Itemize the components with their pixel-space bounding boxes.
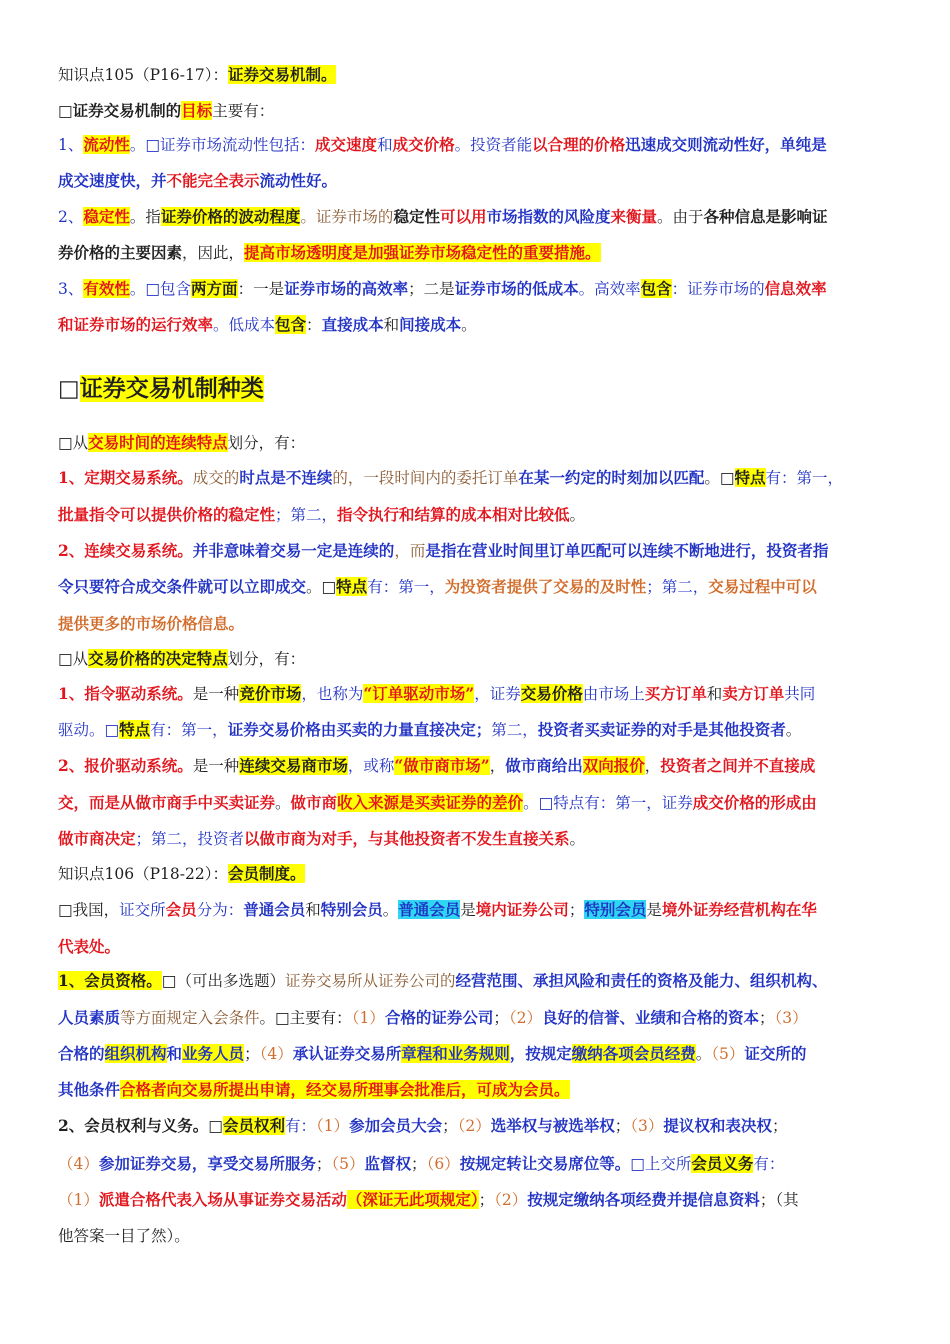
text-run: 。□: [704, 469, 735, 487]
text-line: [58, 719, 894, 741]
text-run: 主要有：: [212, 102, 275, 120]
text-run: 他答案一目了然）。: [58, 1227, 190, 1245]
highlighted-text: 证券交易机制种类: [79, 375, 264, 402]
text-run: 的，一段时间内的委托订单: [332, 469, 519, 487]
text-run: 2、报价驱动系统。: [58, 756, 193, 775]
text-run: 做市商给出: [505, 756, 583, 775]
text-run: 稳定性: [393, 207, 440, 226]
text-line: [58, 64, 894, 86]
highlighted-text: “订单驱动市场”: [363, 684, 475, 703]
highlighted-text: 特别会员: [584, 900, 647, 919]
highlighted-text: 连续交易商市场: [239, 756, 348, 775]
text-run: 参加证券交易，享受交易所服务: [98, 1154, 316, 1173]
text-run: 证券交易价格由买卖的力量直接决定；: [227, 720, 492, 739]
text-line: [58, 504, 894, 526]
highlighted-text: 交易价格的决定特点: [88, 649, 228, 668]
text-run: （其: [775, 1191, 799, 1209]
text-line: [58, 1007, 894, 1029]
text-run: 由市场上: [582, 685, 645, 703]
text-run: ；: [315, 1155, 332, 1173]
highlighted-text: “做市商市场”: [394, 756, 490, 775]
text-run: 1、定期交易系统。: [58, 468, 193, 487]
text-line: [58, 576, 894, 598]
text-run: □（可出多选题）: [161, 972, 285, 990]
text-line: [58, 170, 894, 192]
text-run: 和: [706, 685, 723, 703]
text-run: 良好的信誉、业绩和合格的资本: [541, 1008, 759, 1027]
text-run: ；: [244, 1045, 260, 1063]
text-run: 成交价格: [392, 135, 455, 154]
text-run: 交，而是从做市商手中买卖证券: [58, 793, 276, 812]
text-run: 证券市场的高效率: [284, 279, 409, 298]
text-run: （1）: [58, 1191, 99, 1209]
text-line: [58, 242, 894, 264]
text-run: （2）: [457, 1117, 491, 1135]
text-run: 会员: [165, 900, 197, 919]
text-run: 和: [305, 901, 321, 919]
highlighted-text: 有效性: [83, 279, 130, 298]
text-run: 提议权和表决权: [663, 1116, 772, 1135]
text-line: [58, 1115, 894, 1137]
text-run: ，或称: [347, 757, 395, 775]
text-run: 。□包含: [129, 280, 192, 298]
text-run: 买方订单: [644, 684, 707, 703]
text-line: [58, 100, 894, 122]
text-run: 做市商: [290, 793, 338, 812]
text-run: （4）: [259, 1045, 293, 1063]
text-run: 承认证券交易所: [292, 1044, 402, 1063]
text-run: □: [208, 1117, 223, 1135]
highlighted-text: 会员制度。: [227, 864, 306, 883]
text-run: （1）: [351, 1009, 385, 1027]
text-run: 合格的: [58, 1044, 105, 1063]
text-run: 。指: [129, 208, 161, 226]
text-run: 证券市场的低成本: [454, 279, 579, 298]
text-run: 3、: [58, 280, 84, 298]
text-line: [58, 792, 894, 814]
highlighted-text: 包含: [640, 279, 672, 298]
text-run: 是一种: [192, 685, 240, 703]
text-run: 选举权与被选举权: [490, 1116, 615, 1135]
text-run: 合格的证券公司: [384, 1008, 494, 1027]
text-run: 是: [646, 901, 662, 919]
text-run: 提供更多的市场价格信息。: [58, 614, 245, 633]
text-run: ，因此，: [182, 244, 245, 262]
text-line: [58, 970, 894, 992]
text-run: 成交的: [192, 469, 240, 487]
text-run: ：证券市场的: [671, 280, 765, 298]
text-run: （1）: [315, 1117, 350, 1135]
text-run: 特别会员: [320, 900, 383, 919]
text-run: ；: [614, 1117, 631, 1135]
text-run: （4）: [58, 1155, 99, 1173]
highlighted-text: 会员义务: [691, 1154, 754, 1173]
highlighted-text: 1、会员资格。: [58, 971, 162, 990]
text-run: 知识点106（P18-22）：: [58, 865, 228, 883]
text-run: 1、指令驱动系统。: [58, 684, 193, 703]
text-line: [58, 936, 894, 958]
text-run: 信息效率: [764, 279, 827, 298]
text-line: [58, 540, 894, 562]
text-line: [58, 613, 894, 635]
text-run: 是: [460, 901, 476, 919]
text-run: 并非意味着交易一定是连续的: [192, 541, 395, 560]
highlighted-text: 流动性: [83, 135, 130, 154]
text-run: 不能完全表示: [166, 171, 260, 190]
highlighted-text: 合格者向交易所提出申请，经交易所理事会批准后，可成为会员。: [120, 1080, 570, 1099]
text-run: 有：第一，: [367, 578, 445, 596]
highlighted-text: 交易时间的连续特点: [88, 433, 228, 452]
text-run: （5）: [331, 1155, 365, 1173]
text-run: 。: [785, 721, 802, 739]
text-run: （2）: [508, 1009, 542, 1027]
text-run: 。□: [306, 578, 337, 596]
text-run: 划分，有：: [227, 650, 306, 668]
text-run: 其他条件: [58, 1080, 121, 1099]
text-run: （3）: [774, 1009, 808, 1027]
text-run: 。: [382, 901, 399, 919]
text-run: ；: [771, 1117, 788, 1135]
text-run: 券价格的主要因素: [58, 243, 183, 262]
text-line: [58, 683, 894, 705]
text-line: [58, 863, 894, 885]
text-run: 分为：: [196, 901, 244, 919]
text-run: 。□证券市场流动性包括：: [129, 136, 316, 154]
text-run: ；: [759, 1191, 776, 1209]
text-run: 2、: [58, 208, 84, 226]
text-line: [58, 278, 894, 300]
text-run: 。□主要有：: [259, 1009, 352, 1027]
text-line: [58, 206, 894, 228]
text-run: 和: [166, 1044, 183, 1063]
text-run: ，: [489, 757, 506, 775]
text-run: ；第二，投资者: [135, 830, 245, 848]
text-run: 驱动。□: [58, 721, 120, 739]
highlighted-text: 会员权利: [222, 1116, 285, 1135]
text-run: 成交速度快，并: [58, 171, 167, 190]
highlighted-text: 特点: [336, 577, 368, 596]
text-run: 2、连续交易系统。: [58, 541, 193, 560]
text-run: 证券交易所从证券公司的: [284, 972, 456, 990]
text-run: ；二是: [408, 280, 455, 298]
text-line: [58, 314, 894, 336]
text-run: ，证券: [474, 685, 521, 703]
text-run: 做市商决定: [58, 829, 136, 848]
text-run: 成交速度: [315, 135, 378, 154]
highlighted-text: 提高市场透明度是加强证券市场稳定性的重要措施。: [244, 243, 601, 262]
text-run: ；: [493, 1009, 509, 1027]
text-run: 。由于: [657, 208, 704, 226]
text-run: 第二，: [491, 721, 538, 739]
text-run: 证交所的: [744, 1044, 807, 1063]
highlighted-text: 双向报价: [582, 756, 645, 775]
highlighted-text: 收入来源是买卖证券的差价: [337, 793, 524, 812]
text-run: 和: [377, 136, 393, 154]
highlighted-text: 竞价市场: [239, 684, 302, 703]
text-run: 投资者之间并不直接成: [660, 756, 816, 775]
text-run: □我国，: [58, 901, 120, 919]
text-run: □从: [58, 434, 89, 452]
text-run: 在某一约定的时刻加以匹配: [518, 468, 705, 487]
text-run: 和: [383, 316, 400, 334]
text-line: [58, 467, 894, 489]
text-run: （6）: [426, 1155, 460, 1173]
highlighted-text: 目标: [181, 101, 213, 120]
highlighted-text: 普通会员: [398, 900, 461, 919]
text-run: ；第二，: [275, 506, 338, 524]
text-run: 有：第一，: [150, 721, 228, 739]
text-run: 证券交易机制的: [72, 101, 182, 120]
highlighted-text: 两方面: [191, 279, 238, 298]
text-run: 境外证券经营机构在华: [661, 900, 817, 919]
text-line: [58, 1225, 894, 1247]
highlighted-text: 业务人员: [182, 1044, 245, 1063]
text-run: 。低成本: [213, 316, 276, 334]
text-line: [58, 1079, 894, 1101]
text-run: ，也称为: [301, 685, 364, 703]
text-run: 。高效率: [578, 280, 641, 298]
text-run: ；第二，: [646, 578, 709, 596]
text-run: 投资者买卖证券的对手是其他投资者: [537, 720, 786, 739]
text-run: 直接成本: [321, 315, 384, 334]
text-run: 1、: [58, 136, 84, 154]
text-run: 是指在营业时间里订单匹配可以连续不断地进行，投资者指: [425, 541, 829, 560]
text-line: [58, 755, 894, 777]
text-run: 等方面规定入会条件: [120, 1009, 260, 1027]
text-run: 有：: [284, 1117, 316, 1135]
text-line: [58, 828, 894, 850]
text-run: 指令执行和结算的成本相对比较低: [337, 505, 570, 524]
text-run: 各种信息是影响证: [703, 207, 828, 226]
text-run: 知识点105（P16-17）：: [58, 66, 228, 84]
text-run: 可以用: [439, 207, 487, 226]
text-run: 令只要符合成交条件就可以立即成交: [58, 577, 307, 596]
text-run: 。□特点有：第一，证券: [523, 794, 693, 812]
text-run: 。投资者能: [454, 136, 533, 154]
highlighted-text: 交易价格: [520, 684, 583, 703]
highlighted-text: 特点: [734, 468, 766, 487]
text-run: 。证券市场的: [300, 208, 394, 226]
text-line: [58, 1153, 894, 1175]
text-run: 批量指令可以提供价格的稳定性: [58, 505, 276, 524]
text-run: （5）: [711, 1045, 745, 1063]
text-line: [58, 899, 894, 921]
text-run: 间接成本: [399, 315, 462, 334]
text-line: [58, 1189, 894, 1211]
highlighted-text: 特点: [119, 720, 151, 739]
highlighted-text: 证券交易机制。: [227, 65, 337, 84]
text-run: 为投资者提供了交易的及时性: [444, 577, 647, 596]
text-run: □从: [58, 650, 89, 668]
text-run: 人员素质: [58, 1008, 121, 1027]
text-run: 。: [461, 316, 477, 334]
text-run: ：: [306, 316, 322, 334]
text-run: ；: [478, 1191, 495, 1209]
text-run: 和证券市场的运行效率: [58, 315, 214, 334]
highlighted-text: 证券价格的波动程度: [160, 207, 301, 226]
text-run: 来衡量: [610, 207, 657, 226]
text-run: （3）: [630, 1117, 664, 1135]
text-line: [58, 432, 894, 454]
text-run: ；: [442, 1117, 458, 1135]
highlighted-text: 章程和业务规则: [401, 1044, 510, 1063]
highlighted-text: 稳定性: [83, 207, 130, 226]
highlighted-text: （深证无此项规定）: [346, 1190, 479, 1209]
text-run: 经营范围、承担风险和责任的资格及能力、组织机构、: [455, 971, 828, 990]
text-run: 参加会员大会: [349, 1116, 443, 1135]
text-run: 境内证券公司: [475, 900, 569, 919]
text-run: ；: [568, 901, 585, 919]
text-run: □: [58, 375, 80, 402]
highlighted-text: 包含: [275, 315, 307, 334]
text-run: 是一种: [192, 757, 240, 775]
text-run: 按规定缴纳各项经费并提信息资料: [527, 1190, 760, 1209]
text-run: 按规定转让交易席位等。: [459, 1154, 631, 1173]
text-run: 以做市商为对手，与其他投资者不发生直接关系: [244, 829, 570, 848]
highlighted-text: 组织机构: [104, 1044, 167, 1063]
text-line: [58, 1043, 894, 1065]
text-run: 流动性好。: [259, 171, 338, 190]
text-run: ，: [644, 757, 661, 775]
text-run: （2）: [494, 1191, 528, 1209]
text-line: [58, 648, 894, 670]
text-run: ，而: [394, 542, 426, 560]
text-run: 。: [569, 506, 586, 524]
text-run: □上交所: [630, 1155, 692, 1173]
text-run: 监督权: [364, 1154, 412, 1173]
text-run: ；: [411, 1155, 427, 1173]
text-run: □: [58, 102, 73, 120]
text-run: ；: [758, 1009, 775, 1027]
text-run: 共同: [784, 685, 816, 703]
section-heading: [58, 374, 894, 404]
text-run: 市场指数的风险度: [486, 207, 611, 226]
text-run: 迅速成交则流动性好，单纯是: [625, 135, 827, 154]
text-run: ：一是: [237, 280, 285, 298]
text-run: 以合理的价格: [532, 135, 626, 154]
text-run: ，按规定: [509, 1044, 572, 1063]
text-run: 卖方订单: [722, 684, 785, 703]
text-run: 有：: [753, 1155, 785, 1173]
text-run: 有：第一，: [765, 469, 844, 487]
text-run: 交易过程中可以: [708, 577, 817, 596]
text-run: 成交价格的形成由: [692, 793, 817, 812]
text-run: 2、会员权利与义务。: [58, 1116, 209, 1135]
text-run: 普通会员: [243, 900, 306, 919]
highlighted-text: 缴纳各项会员经费: [571, 1044, 696, 1063]
text-run: 证交所: [119, 901, 166, 919]
text-run: 。: [275, 794, 291, 812]
text-run: 。: [695, 1045, 712, 1063]
text-run: 划分，有：: [227, 434, 306, 452]
text-line: [58, 134, 894, 156]
text-run: 。: [569, 830, 586, 848]
text-run: 代表处。: [58, 937, 121, 956]
text-run: 派遣合格代表入场从事证券交易活动: [98, 1190, 347, 1209]
text-run: 时点是不连续: [239, 468, 333, 487]
